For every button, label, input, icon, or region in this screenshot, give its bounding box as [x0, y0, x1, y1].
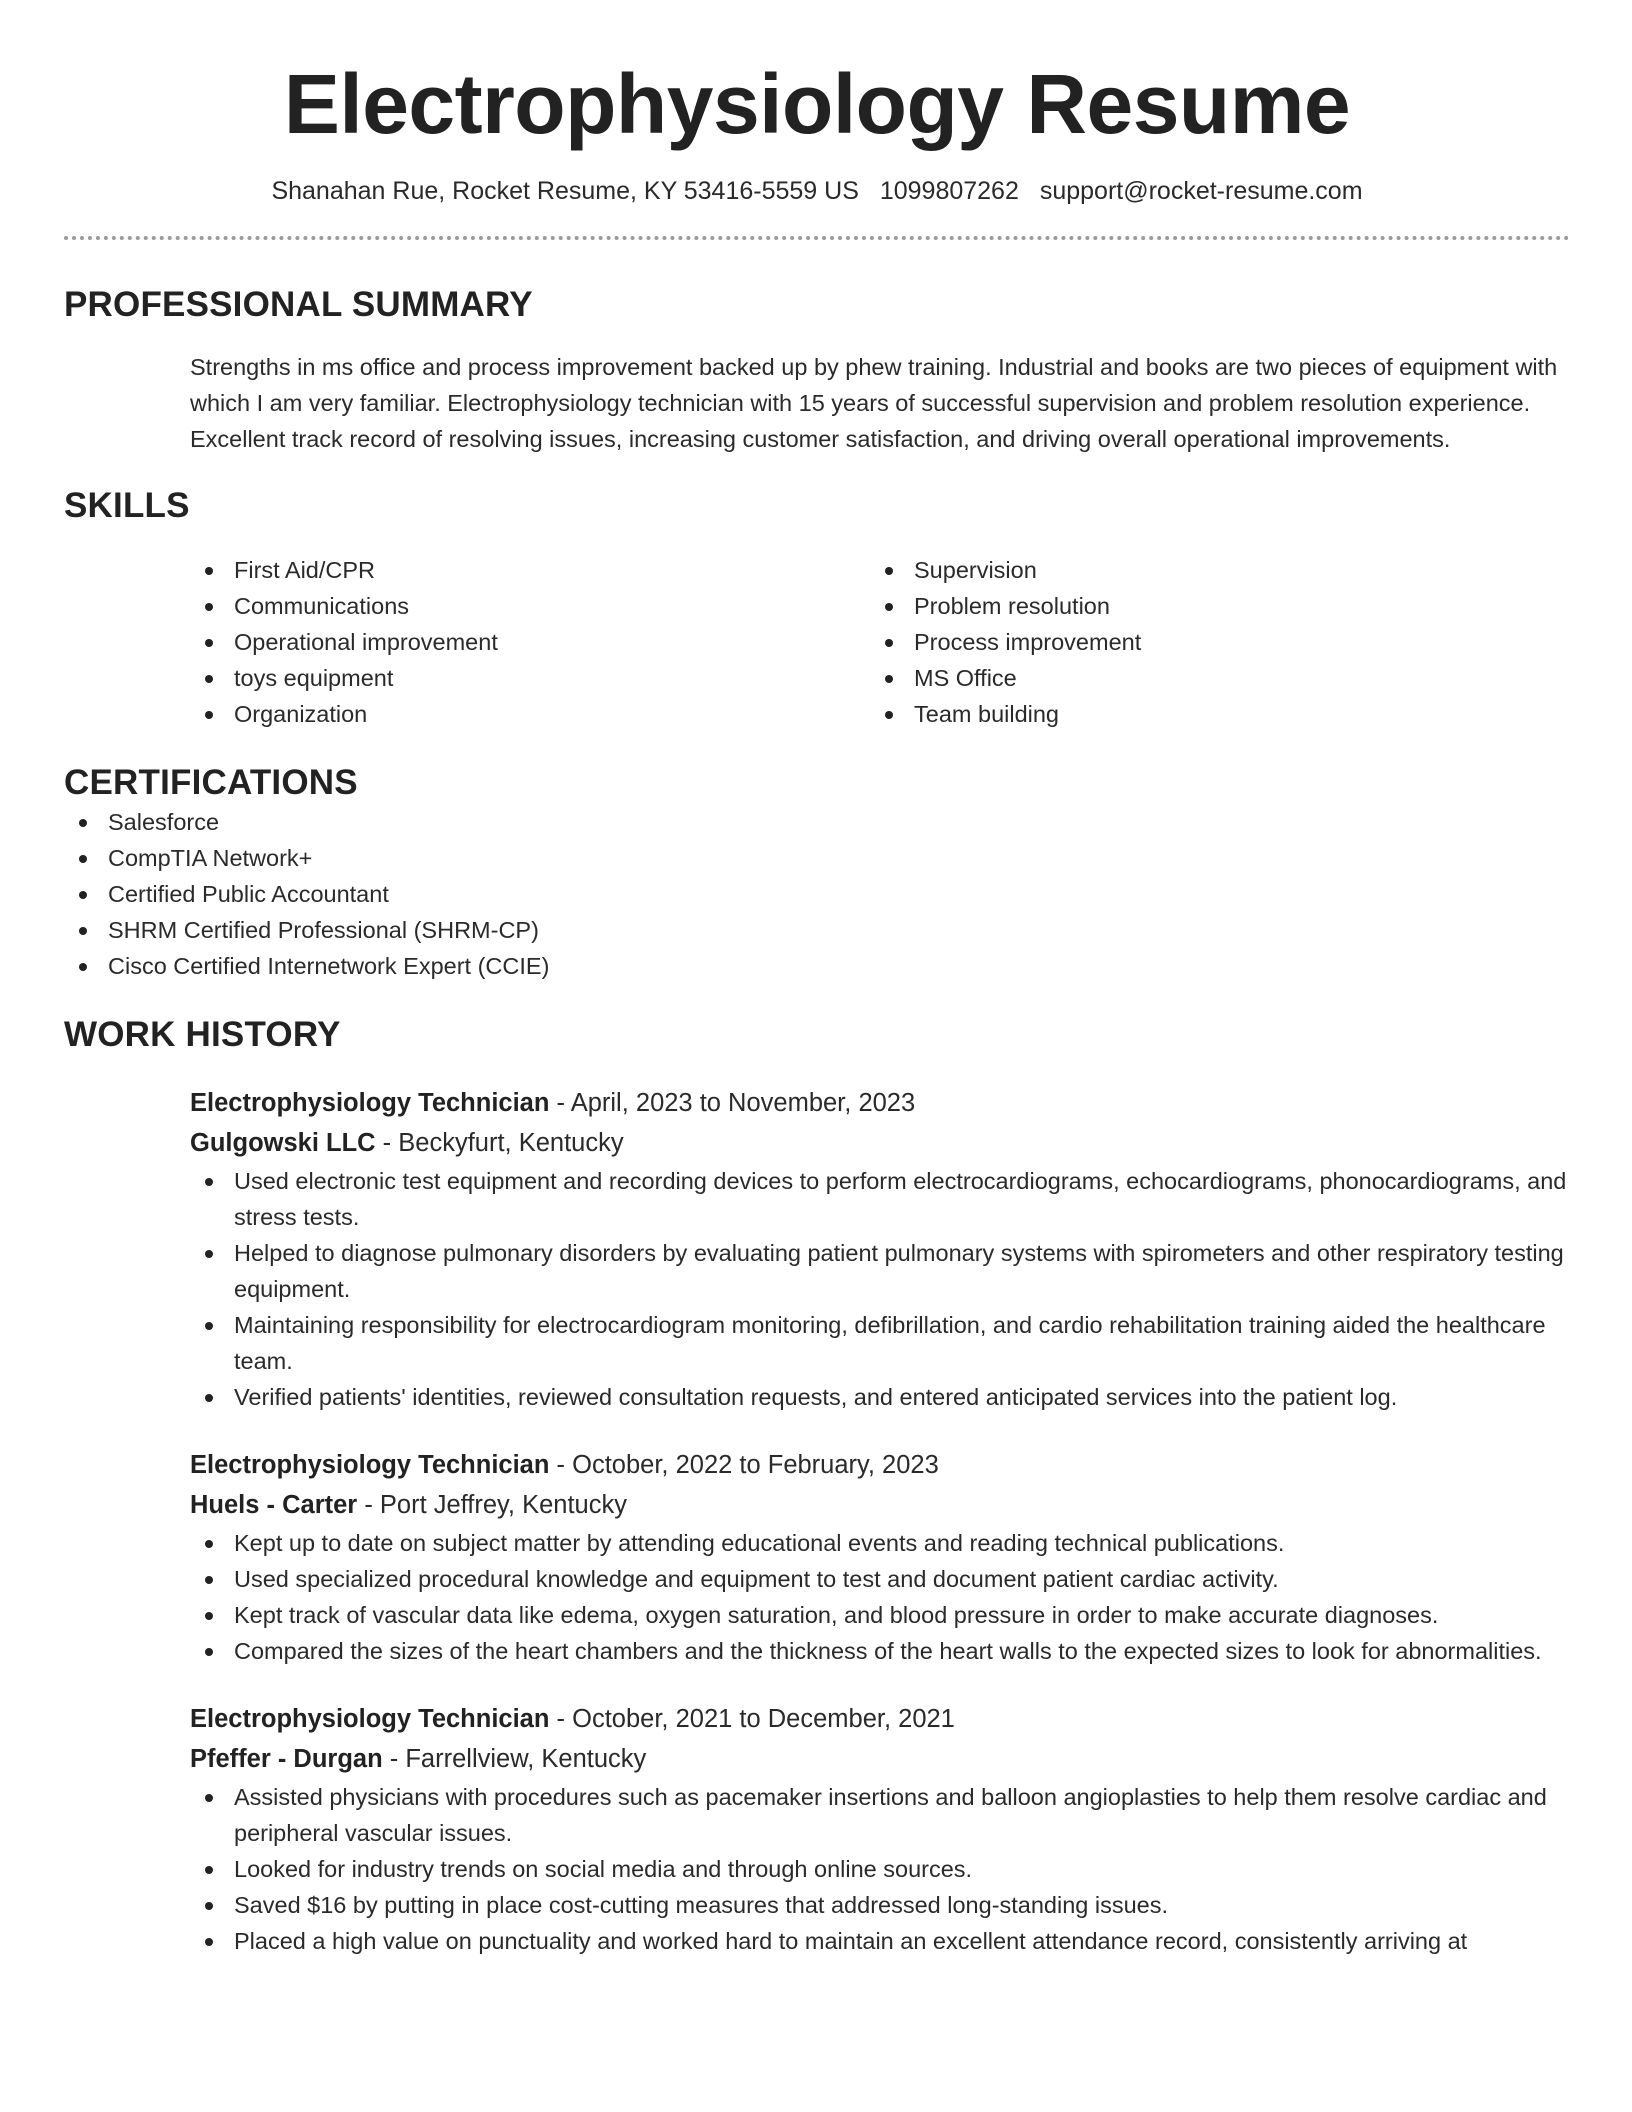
skill-item: Communications	[190, 588, 870, 624]
job-title-line	[190, 1445, 1570, 1485]
job-title: Electrophysiology Technician	[190, 1705, 550, 1734]
contact-phone: 1099807262	[879, 177, 1019, 206]
contact-line	[64, 176, 1570, 206]
skills-heading: SKILLS	[64, 486, 190, 526]
skill-item: toys equipment	[190, 660, 870, 696]
job-bullet: Used electronic test equipment and recording devices to perform electrocardiograms, echocardiograms, phonocardiograms, and stress tests.	[190, 1163, 1570, 1235]
job-entry	[190, 1699, 1570, 1959]
job-location: - Farrellview, Kentucky	[382, 1745, 647, 1774]
resume-page	[64, 0, 1570, 1959]
job-location: - Beckyfurt, Kentucky	[375, 1129, 624, 1158]
job-title-line	[190, 1083, 1570, 1123]
job-dates: - October, 2022 to February, 2023	[549, 1451, 939, 1480]
job-company: Huels - Carter	[190, 1491, 358, 1520]
certification-item: Certified Public Accountant	[64, 876, 1570, 912]
skill-item: Problem resolution	[870, 588, 1550, 624]
job-title: Electrophysiology Technician	[190, 1089, 550, 1118]
job-bullets	[190, 1163, 1570, 1415]
skill-item: Supervision	[870, 552, 1550, 588]
certification-item: SHRM Certified Professional (SHRM-CP)	[64, 912, 1570, 948]
job-bullets	[190, 1525, 1570, 1669]
summary-heading: PROFESSIONAL SUMMARY	[64, 285, 533, 325]
certification-item: Cisco Certified Internetwork Expert (CCIE)	[64, 948, 1570, 984]
job-bullet: Used specialized procedural knowledge and equipment to test and document patient cardiac activity.	[190, 1561, 1570, 1597]
certifications-section	[64, 762, 1570, 984]
job-entry	[190, 1083, 1570, 1415]
certification-item: CompTIA Network+	[64, 840, 1570, 876]
summary-text: Strengths in ms office and process improvement backed up by phew training. Industrial and books are two pieces of equipment with which I am very familiar. Electrophysiology technician with 15 years of successful supervision and problem resolution experience. Excellent track record of resolving issues, increasing customer satisfaction, and driving overall operational improvements.	[190, 354, 1558, 453]
skills-section	[64, 485, 1570, 732]
skill-item: Process improvement	[870, 624, 1550, 660]
job-bullet: Saved $16 by putting in place cost-cutting measures that addressed long-standing issues.	[190, 1887, 1570, 1923]
job-bullet: Kept up to date on subject matter by attending educational events and reading technical publications.	[190, 1525, 1570, 1561]
resume-title: Electrophysiology Resume	[283, 57, 1351, 151]
job-dates: - April, 2023 to November, 2023	[549, 1089, 916, 1118]
job-bullet: Placed a high value on punctuality and worked hard to maintain an excellent attendance record, consistently arriving at	[190, 1923, 1570, 1959]
job-bullet: Verified patients' identities, reviewed consultation requests, and entered anticipated services into the patient log.	[190, 1379, 1570, 1415]
job-bullets	[190, 1779, 1570, 1959]
job-title: Electrophysiology Technician	[190, 1451, 550, 1480]
contact-email: support@rocket-resume.com	[1039, 177, 1363, 206]
skill-item: Organization	[190, 696, 870, 732]
skills-column-right	[870, 552, 1550, 732]
work-history-section	[64, 1014, 1570, 1959]
skills-list-left	[190, 552, 870, 732]
skill-item: MS Office	[870, 660, 1550, 696]
skill-item: First Aid/CPR	[190, 552, 870, 588]
skills-grid	[190, 552, 1570, 732]
certifications-list	[64, 804, 1570, 984]
work-history-heading: WORK HISTORY	[64, 1015, 341, 1055]
job-bullet: Compared the sizes of the heart chambers and the thickness of the heart walls to the expected sizes to look for abnormalities.	[190, 1633, 1570, 1669]
skill-item: Team building	[870, 696, 1550, 732]
certifications-heading: CERTIFICATIONS	[64, 763, 358, 803]
job-company-line	[190, 1123, 1570, 1163]
header-divider	[64, 236, 1570, 240]
summary-section	[64, 284, 1570, 457]
job-company: Pfeffer - Durgan	[190, 1745, 383, 1774]
job-entry	[190, 1445, 1570, 1669]
job-company-line	[190, 1485, 1570, 1525]
job-bullet: Helped to diagnose pulmonary disorders by evaluating patient pulmonary systems with spirometers and other respiratory testing equipment.	[190, 1235, 1570, 1307]
skills-column-left	[190, 552, 870, 732]
job-company: Gulgowski LLC	[190, 1129, 376, 1158]
job-dates: - October, 2021 to December, 2021	[549, 1705, 955, 1734]
job-bullet: Maintaining responsibility for electrocardiogram monitoring, defibrillation, and cardio rehabilitation training aided the healthcare team.	[190, 1307, 1570, 1379]
job-bullet: Looked for industry trends on social media and through online sources.	[190, 1851, 1570, 1887]
contact-address: Shanahan Rue, Rocket Resume, KY 53416-5559 US	[271, 177, 859, 206]
skill-item: Operational improvement	[190, 624, 870, 660]
job-location: - Port Jeffrey, Kentucky	[357, 1491, 627, 1520]
job-company-line	[190, 1739, 1570, 1779]
job-bullet: Kept track of vascular data like edema, oxygen saturation, and blood pressure in order to make accurate diagnoses.	[190, 1597, 1570, 1633]
skills-list-right	[870, 552, 1550, 732]
certification-item: Salesforce	[64, 804, 1570, 840]
job-title-line	[190, 1699, 1570, 1739]
job-bullet: Assisted physicians with procedures such as pacemaker insertions and balloon angioplasties to help them resolve cardiac and peripheral vascular issues.	[190, 1779, 1570, 1851]
